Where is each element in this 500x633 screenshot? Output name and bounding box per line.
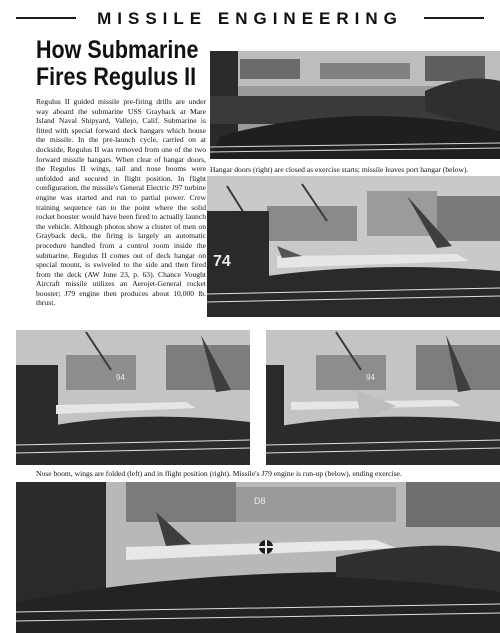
building-marking-d8: D8 bbox=[254, 496, 266, 506]
caption-middle: Nose boom, wings are folded (left) and in flight position (right). Missile's J79 engine is run-up (below), ending exercise. bbox=[36, 469, 402, 478]
building-number-left: 94 bbox=[116, 373, 125, 382]
title-line-2: Fires Regulus II bbox=[36, 63, 197, 91]
hangar-doors-scene bbox=[210, 51, 500, 159]
section-header-label: MISSILE ENGINEERING bbox=[89, 9, 411, 29]
caption-top: Hangar doors (right) are closed as exercise starts; missile leaves port hangar (below). bbox=[210, 165, 469, 174]
building-number-right: 94 bbox=[366, 373, 375, 382]
photo-leaves-hangar bbox=[207, 176, 500, 317]
section-header bbox=[0, 7, 500, 31]
photo-hangar-doors bbox=[210, 51, 500, 159]
article-title bbox=[36, 37, 208, 91]
leaves-hangar-scene bbox=[207, 176, 500, 317]
engine-runup-scene bbox=[16, 482, 500, 633]
flight-position-scene bbox=[266, 330, 500, 465]
title-line-1: How Submarine bbox=[36, 36, 199, 64]
photo-engine-runup bbox=[16, 482, 500, 633]
photo-flight-position bbox=[266, 330, 500, 465]
folded-scene bbox=[16, 330, 250, 465]
article-body: Regulus II guided missile pre-firing drills are under way aboard the submarine USS Grayback at Mare Island Naval Shipyard, Vallejo, Calif. Submarine is fitted with special forward deck hangars which house the missile. In the pre-launch cycle, carried on at dockside, Regulus II was removed from one of the two forward missile hangars. When clear of hangar doors, the Regulus II wings, tail and nose booms were unfolded and secured in flight position. In flight configuration, the missile's General Electric J97 turbine engine was started and run to partial power. Crew training sequence ran to the point where the solid rocket booster would have been fired to actually launch the vehicle. Although photos show a cluster of men on Grayback deck, the firing is largely an automatic procedure handled from a control room inside the submarine. Regulus II comes out of deck hangar on special mount, is swiveled to the side and then fired from the deck (AW June 23, p. 63). Chance Vought Aircraft missile utilizes an Aerojet-General rocket booster; J79 engine then produces about 10,000 lb. thrust. bbox=[36, 97, 206, 308]
hull-number: 74 bbox=[213, 253, 231, 270]
photo-folded bbox=[16, 330, 250, 465]
